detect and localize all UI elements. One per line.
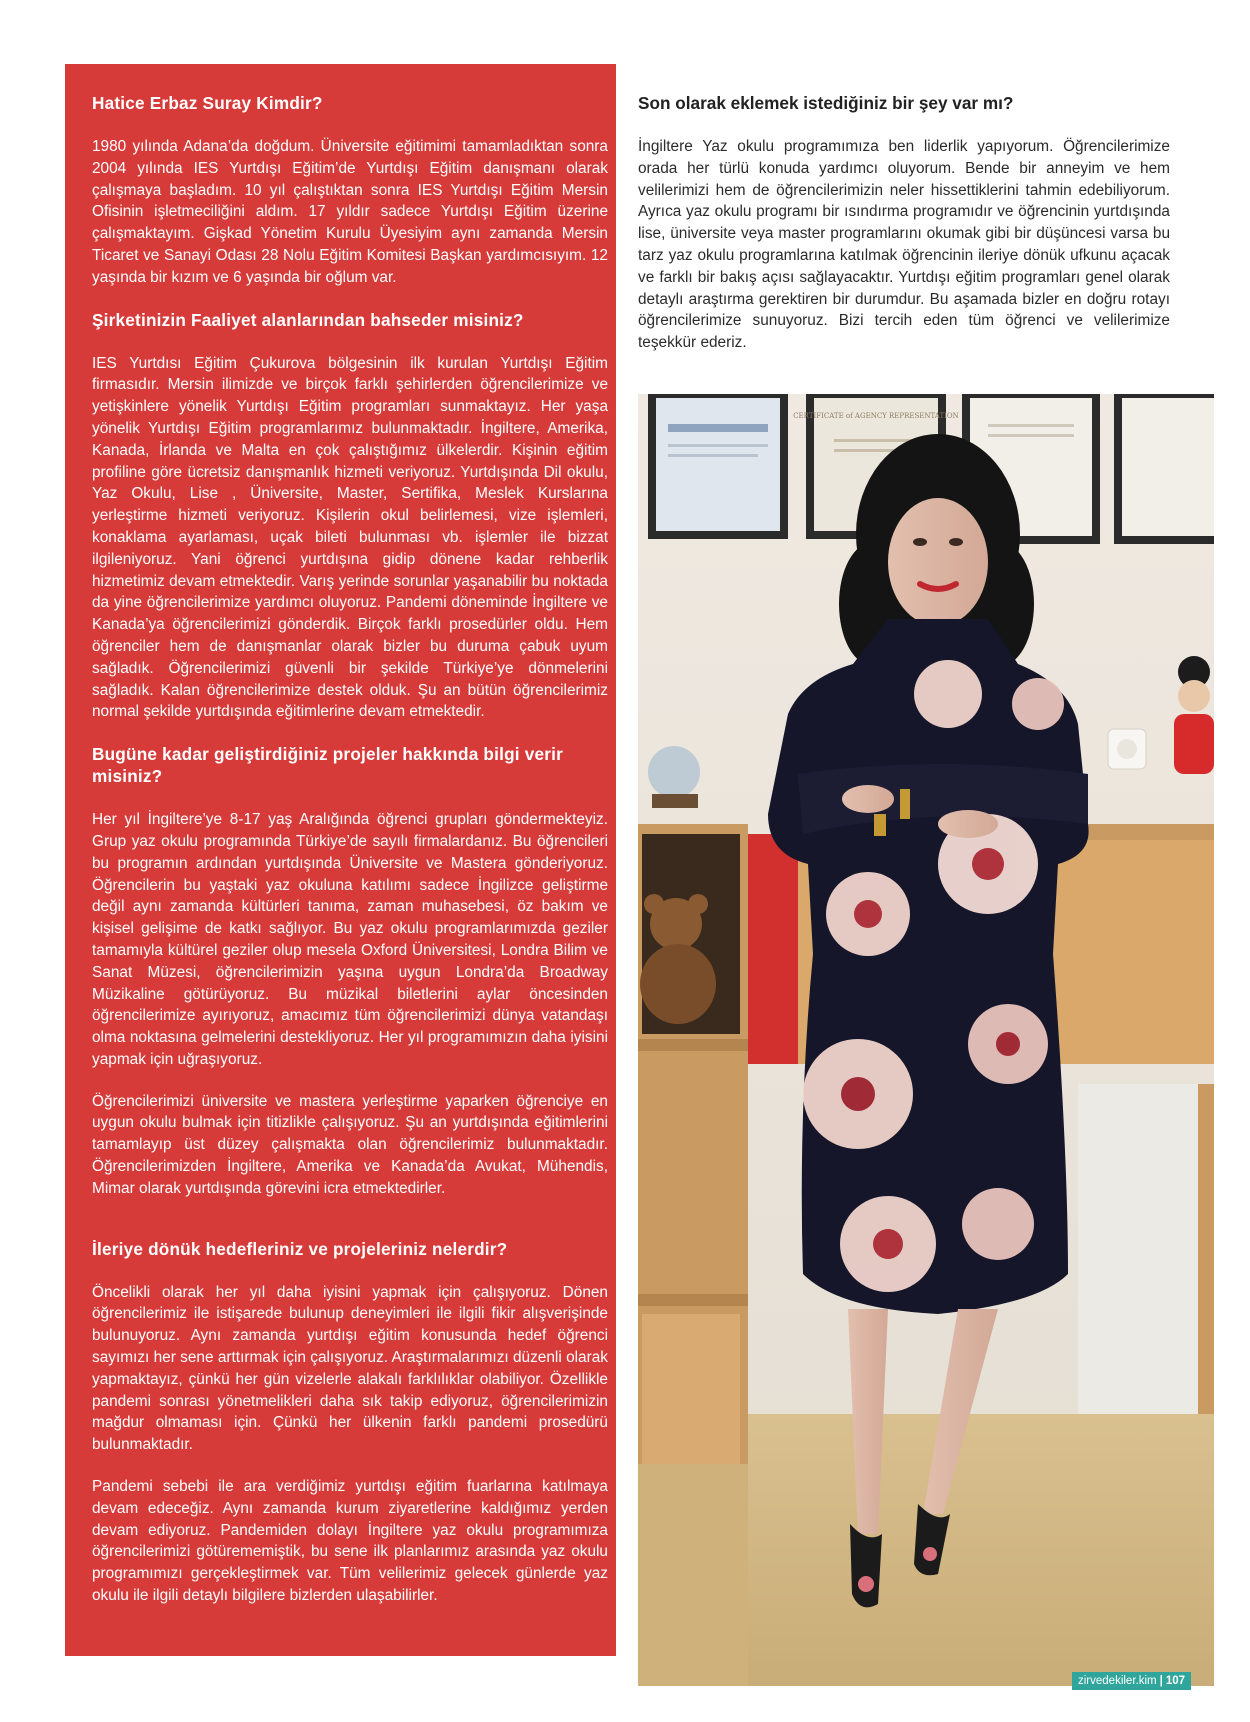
certificate-title: CERTIFICATE of AGENCY REPRESENTATION [793, 412, 959, 420]
portrait-illustration [638, 394, 1214, 1686]
interview-panel [65, 64, 616, 1656]
question-future-goals: İleriye dönük hedefleriniz ve projeleriniz nelerdir? [92, 1238, 508, 1259]
answer-closing: İngiltere Yaz okulu programımıza ben liderlik yapıyorum. Öğrencilerimize orada her türlü konuda yardımcı oluyorum. Bende bir anneyim ve hem velilerimizi hem de öğrencilerimizin neler hissettiklerini tahmin edebiliyorum. Ayrıca yaz okulu programı bir ısındırma programıdır ve öğrencinin yurtdışında lise, üniversite veya master programlarını okumak gibi bir düşüncesi varsa bu tarz yaz okulu programlarına katılmak öğrencinin ileriye dönük ufkunu açacak ve farklı bir bakış açısı sağlayacaktır. Yurtdışı eğitim programları genel olarak detaylı araştırma gerektiren bir durumdur. Bu aşamada bizler en doğru rotayı öğrencilerimize sunuyoruz. Bizi tercih eden tüm öğrenci ve velilerimize teşekkür ederiz. [638, 138, 1170, 352]
footer-separator: | [1159, 1675, 1163, 1687]
portrait-photo [638, 394, 1214, 1686]
page-footer [1072, 1672, 1191, 1690]
answer-future-goals-continued: Pandemi sebebi ile ara verdiğimiz yurtdışı eğitim fuarlarına katılmaya devam edeceğiz. Aynı zamanda kurum ziyaretlerine kaldığımız yerden devam ediyoruz. Pandemiden dolayı İngiltere yaz okulu programımıza öğrencilerimizi götürememiştik, bu sene ilk planlarımız arasında yaz okulu programımızı gerçekleştirmek var. Tüm velilerimiz gelecek günlerde yaz okulu ile ilgili detaylı bilgilere bizlerden ulaşabilirler. [92, 1478, 608, 1605]
toy-figure [1174, 656, 1214, 774]
answer-future-goals: Öncelikli olarak her yıl daha iyisini yapmak için çalışıyoruz. Dönen öğrencilerimiz ile istişarede bulunup deneyimleri ile ilgili fikir alışverişinde bulunuyoruz. Aynı zamanda yurtdışı eğitim konusunda hedef öğrenci sayımızı her sene arttırmak için çalışıyoruz. Araştırmalarımızı düzenli olarak yapmaktayız, çünkü her gün vizelerle alakalı farklılıklar olabiliyor. Özellikle pandemi sonrası yönetmelikleri daha sık takip ediyoruz, öğrencilerimizin mağdur olmaması için. Çünkü her ülkenin farklı pandemi prosedürü bulunmaktadır. [92, 1283, 608, 1454]
closing-section [638, 64, 1170, 354]
question-projects: Bugüne kadar geliştirdiğiniz projeler hakkında bilgi verir misiniz? [92, 744, 563, 787]
answer-projects-continued: Öğrencilerimizi üniversite ve mastera yerleştirme yaparken öğrenciye en uygun okulu bulmak için titizlikle çalışıyoruz. Şu an yurtdışında eğitimlerini tamamlayıp üst düzey çalışmakta olan öğrencilerimiz bulunmaktadır. Öğrencilerimizden İngiltere, Amerika ve Kanada’da Avukat, Mühendis, Mimar olarak yurtdışında görevini icra etmektedirler. [92, 1092, 608, 1197]
answer-activities: IES Yurtdısı Eğitim Çukurova bölgesinin ilk kurulan Yurtdışı Eğitim firmasıdır. Mersin ilimizde ve birçok farklı şehirlerden öğrencilerimize ve yetişkinlere yönelik Yurtdışı Eğitim programları sunmaktayız. Her yaşa yönelik Yurtdışı Eğitim programlarımız bulunmaktadır. İngiltere, Amerika, Kanada, İrlanda ve Malta en çok çalıştığımız ülkelerdir. Kişinin eğitim profiline göre ücretsiz danışmanlık hizmeti veriyoruz. Yurtdışında Dil okulu, Yaz Okulu, Lise , Üniversite, Master, Sertifika, Meslek Kurslarına yerleştirme hizmeti veriyoruz. Kişilerin okul belirlemesi, vize işlemleri, konaklama ayarlaması, uçak bileti bulunması vb. işlemler ile bizzat ilgileniyoruz. Yani öğrenci yurtdışına gidip dönene kadar rehberlik hizmetimiz devam etmektedir. Varış yerinde sorunlar yaşanabilir bu noktada da yine öğrencilerimize yardımcı oluyoruz. Pandemi döneminde İngiltere ve Kanada’ya öğrencilerimizi gönderdik. Birçok farklı prosedürler oldu. Hem öğrenciler hem de danışmanlar olarak bizler bu duruma çabuk uyum sağladık. Öğrencilerimizi güvenli bir şekilde Türkiye’ye dönmelerini sağladık. Kalan öğrencilerimize destek olduk. Şu an bütün öğrencilerimiz normal şekilde yurtdışında eğitimlerine devam etmektedir. [92, 354, 608, 721]
question-who-is: Hatice Erbaz Suray Kimdir? [92, 93, 323, 113]
footer-site: zirvedekiler.kim [1078, 1675, 1157, 1687]
answer-who-is: 1980 yılında Adana’da doğdum. Üniversite eğitimimi tamamladıktan sonra 2004 yılında IES Yurtdışı Eğitim’de Yurtdışı Eğitim danışmanı olarak çalışmaya başladım. 10 yıl çalıştıktan sonra IES Yurtdışı Eğitim Mersin Ofisinin işletmeciliğini aldım. 17 yıldır sadece Yurtdışı Eğitim üzerine çalışmaktayım. Gişkad Yönetim Kurulu Üyesiyim aynı zamanda Mersin Ticaret ve Sanayi Odası 28 Nolu Eğitim Komitesi Başkan yardımcısıyım. 12 yaşında bir kızım ve 6 yaşında bir oğlum var. [92, 138, 608, 286]
question-closing: Son olarak eklemek istediğiniz bir şey var mı? [638, 93, 1014, 113]
answer-projects: Her yıl İngiltere’ye 8-17 yaş Aralığında öğrenci grupları göndermekteyiz. Grup yaz okulu programında Türkiye’de sayılı firmalardanız. Bu öğrencileri bu programın ardından yurtdışında Üniversite ve Mastera gönderiyoruz. Öğrencilerin bu yaştaki yaz okuluna katılımı sadece İngilizce geliştirme değil aynı zamanda kültürleri tanıma, zaman muhasebesi, öz bakım ve kişisel gelişime de katkı sağlıyor. Bu yaz okulu programlarımızda geziler tamamıyla kültürel geziler olup mesela Oxford Üniversitesi, Londra Bilim ve Sanat Müzesi, öğrencilerimizin yaşına uygun Londra’da Broadway Müzikaline götürüyoruz. Bu müzikal biletlerini aylar öncesinden öğrencilerimize ayırıyoruz, amacımız tüm öğrencilerimizi dünya vatandaşı olma noktasına gelmelerini destekliyoruz. Her yıl programımızın daha iyisini yapmak için uğraşıyoruz. [92, 811, 608, 1068]
page-number: 107 [1165, 1675, 1186, 1687]
question-activities: Şirketinizin Faaliyet alanlarından bahseder misiniz? [92, 309, 524, 330]
